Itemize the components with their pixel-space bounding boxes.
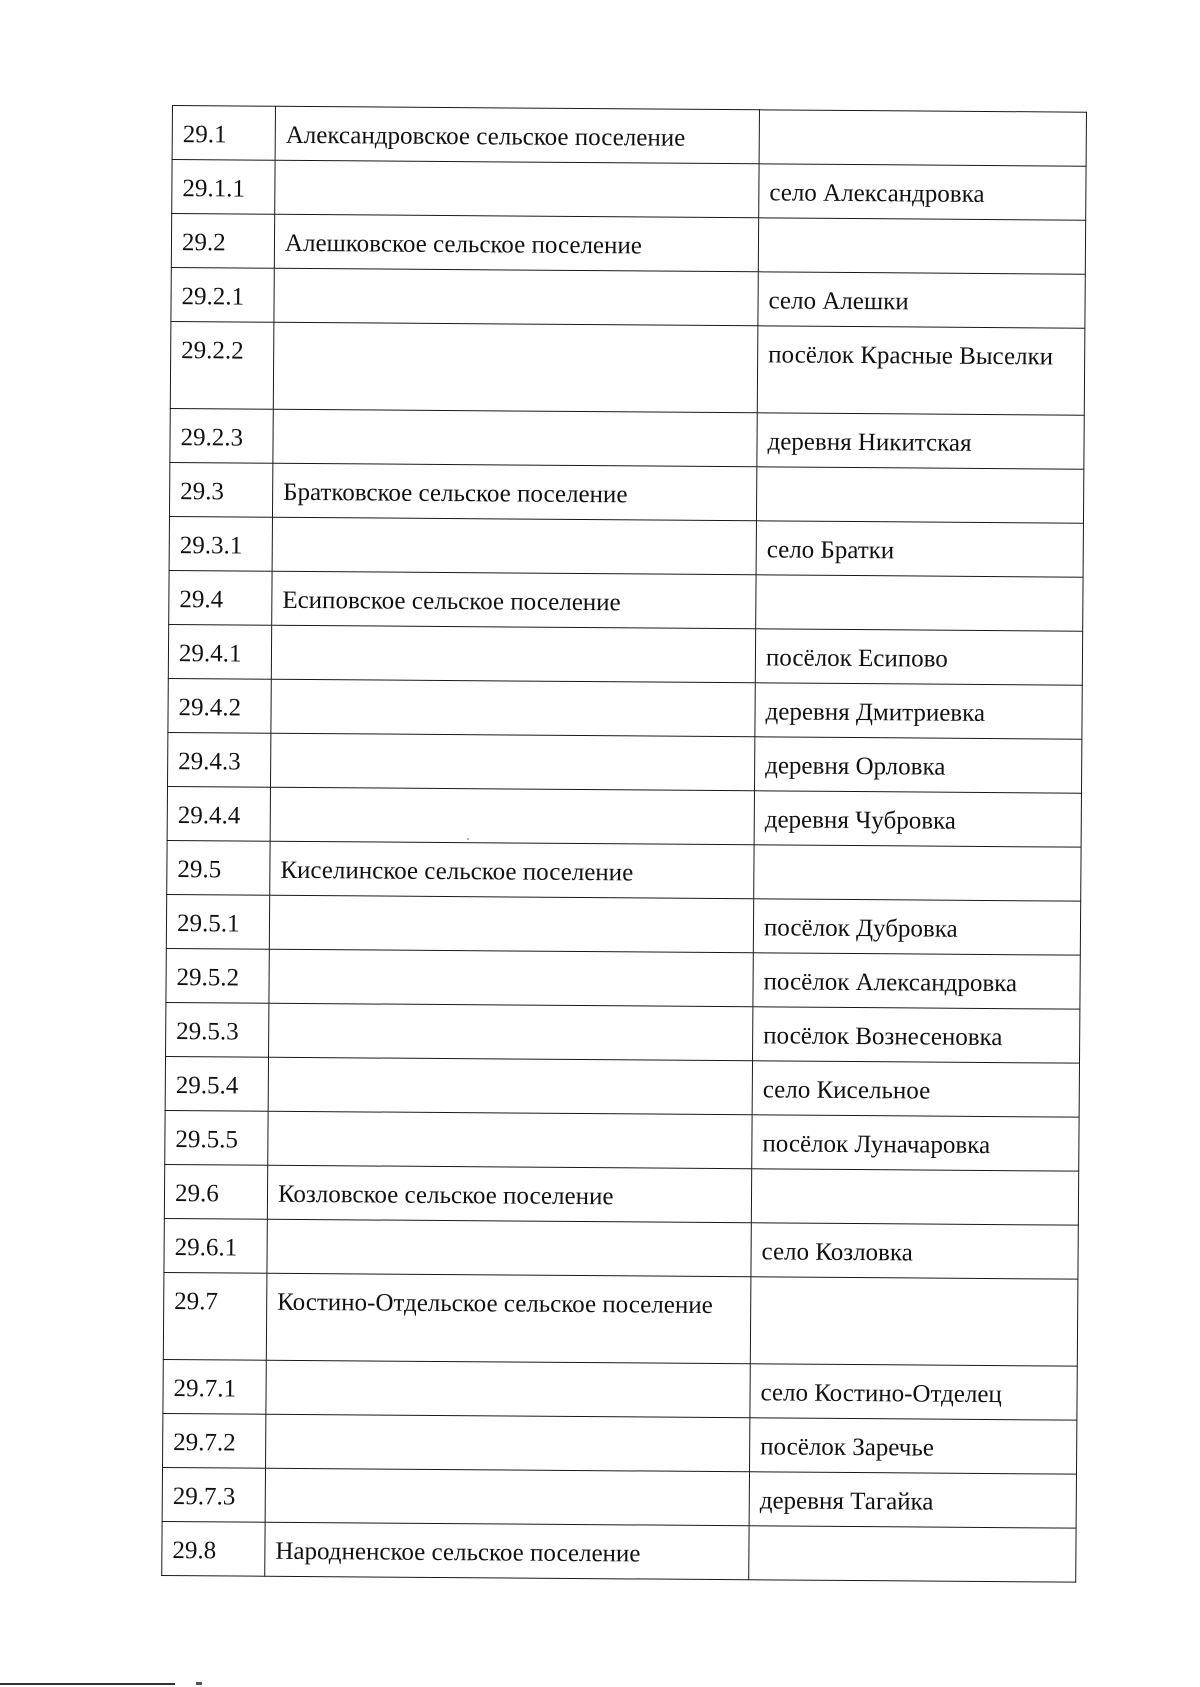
settlement-name: Братковское сельское поселение <box>272 463 756 521</box>
row-number: 29.5.5 <box>165 1110 268 1165</box>
table-row <box>162 1521 1076 1582</box>
table-row <box>171 267 1085 328</box>
table-row <box>165 1056 1079 1117</box>
settlement-name <box>267 1219 751 1277</box>
table-row <box>167 786 1081 847</box>
table-row <box>166 894 1080 955</box>
footnote-mark <box>196 1682 202 1685</box>
table-row <box>168 624 1082 685</box>
scan-speck <box>467 838 469 840</box>
table-row <box>165 1110 1079 1171</box>
locality-name: посёлок Вознесеновка <box>753 1007 1080 1063</box>
row-number: 29.4.3 <box>168 732 271 787</box>
settlement-name <box>272 517 756 575</box>
row-number: 29.5.2 <box>166 948 269 1003</box>
locality-name <box>756 575 1083 631</box>
row-number: 29.5.4 <box>165 1056 268 1111</box>
row-number: 29.7 <box>163 1272 267 1360</box>
table-row <box>167 840 1081 901</box>
locality-name <box>749 1526 1076 1582</box>
table-row <box>171 214 1085 275</box>
row-number: 29.1 <box>172 106 275 161</box>
locality-name: село Братки <box>756 521 1083 577</box>
settlement-name <box>273 409 757 467</box>
table-row <box>170 321 1085 415</box>
locality-name: деревня Тагайка <box>749 1472 1076 1528</box>
locality-name <box>759 110 1086 166</box>
settlement-name: Народненское сельское поселение <box>265 1522 749 1580</box>
settlement-name <box>269 895 753 953</box>
settlement-name <box>273 322 758 413</box>
table-row <box>168 678 1082 739</box>
settlement-name <box>271 679 755 737</box>
locality-name <box>754 845 1081 901</box>
row-number: 29.3.1 <box>169 516 272 571</box>
settlement-name <box>268 1111 752 1169</box>
settlement-name <box>271 625 755 683</box>
table-row <box>166 1002 1080 1063</box>
settlement-name <box>275 160 759 218</box>
row-number: 29.2.3 <box>170 408 273 463</box>
row-number: 29.4.2 <box>168 678 271 733</box>
row-number: 29.7.3 <box>162 1467 265 1522</box>
locality-name: посёлок Дубровка <box>753 899 1080 955</box>
row-number: 29.8 <box>162 1521 265 1576</box>
row-number: 29.5 <box>167 840 270 895</box>
locality-name: посёлок Луначаровка <box>752 1115 1079 1171</box>
table-row <box>163 1413 1077 1474</box>
table-row <box>166 948 1080 1009</box>
locality-name: деревня Чубровка <box>754 791 1081 847</box>
table-container <box>161 105 1086 1583</box>
row-number: 29.4.1 <box>168 624 271 679</box>
settlement-name: Киселинское сельское поселение <box>270 841 754 899</box>
settlement-name: Костино-Отдельское сельское поселение <box>266 1273 751 1364</box>
settlement-name <box>271 733 755 791</box>
locality-name: село Кисельное <box>752 1061 1079 1117</box>
table-row <box>169 570 1083 631</box>
table-row <box>170 408 1084 469</box>
settlement-name <box>270 787 754 845</box>
locality-name: село Костино-Отделец <box>750 1364 1077 1420</box>
table-row <box>163 1272 1078 1366</box>
locality-name: деревня Дмитриевка <box>755 683 1082 739</box>
row-number: 29.3 <box>169 462 272 517</box>
settlement-name <box>266 1360 750 1418</box>
footnote-rule <box>0 1683 175 1685</box>
settlements-table <box>161 105 1087 1583</box>
locality-name: посёлок Есипово <box>755 629 1082 685</box>
row-number: 29.7.2 <box>163 1413 266 1468</box>
locality-name <box>756 467 1083 523</box>
settlement-name <box>265 1468 749 1526</box>
settlement-name: Алешковское сельское поселение <box>274 214 758 272</box>
row-number: 29.5.1 <box>166 894 269 949</box>
settlement-name <box>269 949 753 1007</box>
table-row <box>172 160 1086 221</box>
settlement-name <box>274 268 758 326</box>
row-number: 29.4 <box>169 570 272 625</box>
locality-name: деревня Орловка <box>754 737 1081 793</box>
row-number: 29.6 <box>164 1164 267 1219</box>
locality-name <box>750 1277 1078 1366</box>
table-row <box>164 1218 1078 1279</box>
locality-name: посёлок Красные Выселки <box>757 326 1085 415</box>
table-row <box>162 1467 1076 1528</box>
settlement-name <box>269 1003 753 1061</box>
table-row <box>163 1359 1077 1420</box>
row-number: 29.4.4 <box>167 786 270 841</box>
table-row <box>172 106 1086 167</box>
settlement-name: Козловское сельское поселение <box>267 1165 751 1223</box>
table-row <box>169 462 1083 523</box>
locality-name: село Александровка <box>759 164 1086 220</box>
settlement-name <box>268 1057 752 1115</box>
row-number: 29.7.1 <box>163 1359 266 1414</box>
locality-name: посёлок Александровка <box>753 953 1080 1009</box>
locality-name <box>758 218 1085 274</box>
table-row <box>168 732 1082 793</box>
row-number: 29.2.1 <box>171 267 274 322</box>
row-number: 29.2 <box>171 214 274 269</box>
table-row <box>164 1164 1078 1225</box>
row-number: 29.6.1 <box>164 1218 267 1273</box>
settlement-name: Александровское сельское поселение <box>275 106 759 164</box>
locality-name: село Козловка <box>751 1223 1078 1279</box>
row-number: 29.1.1 <box>172 160 275 215</box>
locality-name: село Алешки <box>758 272 1085 328</box>
settlement-name: Есиповское сельское поселение <box>272 571 756 629</box>
table-row <box>169 516 1083 577</box>
settlement-name <box>266 1414 750 1472</box>
row-number: 29.5.3 <box>166 1002 269 1057</box>
locality-name: деревня Никитская <box>757 413 1084 469</box>
row-number: 29.2.2 <box>170 321 274 409</box>
locality-name <box>751 1169 1078 1225</box>
locality-name: посёлок Заречье <box>749 1418 1076 1474</box>
